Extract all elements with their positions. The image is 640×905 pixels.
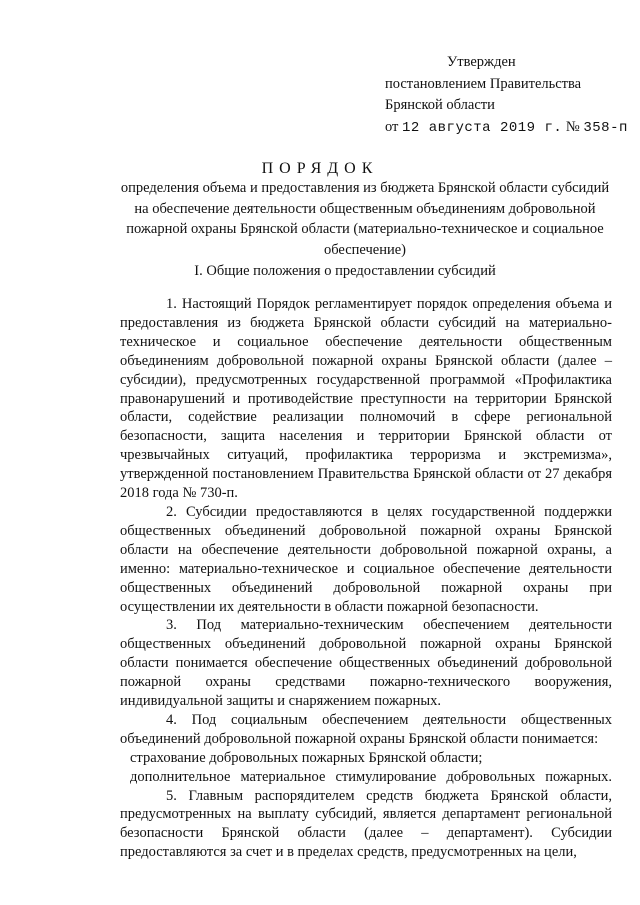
date-value: 12 августа 2019 г. (402, 119, 563, 136)
list-item-insurance: страхование добровольных пожарных Брянской области; (130, 749, 483, 766)
approval-line-region: Брянской области (385, 97, 495, 113)
number-prefix: № (565, 118, 580, 135)
approval-date-line (385, 117, 628, 140)
document-title: ПОРЯДОК (261, 160, 379, 177)
section-body (120, 295, 612, 862)
approval-line-approved: Утвержден (447, 54, 516, 70)
paragraph-1: 1. Настоящий Порядок регламентирует порядок определения объема и предоставления из бюджета Брянской области субсидий на материально-техническое и социальное обеспечение деятельности общественным объединениям добровольной пожарной охраны Брянской области (далее – субсидии), предусмотренных государственной программой «Профилактика правонарушений и противодействие преступности на территории Брянской области, содействие реализации полномочий в сфере региональной безопасности, защита населения и территории Брянской области от чрезвычайных ситуаций, профилактика терроризма и экстремизма», утвержденной постановлением Правительства Брянской области от 27 декабря 2018 года № 730-п. (120, 296, 612, 502)
paragraph-3: 3. Под материально-техническим обеспечением деятельности общественных объединений добровольной пожарной охраны Брянской области понимается обеспечение общественных объединений добровольной пожарной охраны средствами пожарно-технического вооружения, индивидуальной защиты и снаряжением пожарных. (120, 617, 612, 710)
date-prefix: от (385, 118, 399, 135)
list-item-stimulus: дополнительное материальное стимулирование добровольных пожарных. (130, 768, 612, 785)
document-subtitle: определения объема и предоставления из бюджета Брянской области субсидий на обеспечение деятельности общественным объединениям добровольной пожарной охраны Брянской области (материально-техническое и социальное обеспечение) (120, 180, 610, 258)
paragraph-2: 2. Субсидии предоставляются в целях государственной поддержки общественных объединений добровольной пожарной охраны Брянской области на обеспечение деятельности добровольной пожарной охраны, а именно: материально-техническое и социальное обеспечение деятельности общественных объединений добровольной пожарной охраны при осуществлении их деятельности в области пожарной безопасности. (120, 503, 612, 615)
section-heading: I. Общие положения о предоставлении субсидий (194, 263, 496, 279)
approval-stamp (385, 52, 628, 139)
paragraph-5: 5. Главным распорядителем средств бюджета Брянской области, предусмотренных на выплату субсидий, является департамент региональной безопасности Брянской области (далее – департамент). Субсидии предоставляются за счет и в пределах средств, предусмотренных на цели, (120, 787, 612, 861)
number-value: 358-п (583, 119, 628, 136)
paragraph-4: 4. Под социальным обеспечением деятельности общественных объединений добровольной пожарной охраны Брянской области понимается: (120, 711, 612, 747)
approval-line-decree: постановлением Правительства (385, 75, 582, 92)
